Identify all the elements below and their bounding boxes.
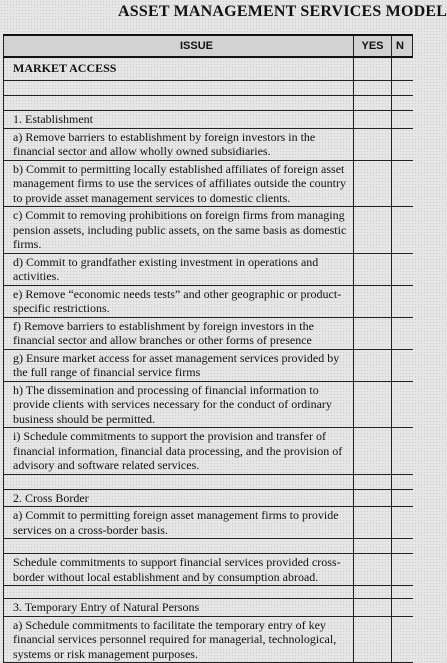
table-header <box>3 36 413 58</box>
yes-checkbox[interactable] <box>354 58 392 80</box>
yes-checkbox[interactable] <box>354 111 392 128</box>
issue-text: d) Commit to grandfather existing investment in operations and activities. <box>3 254 354 285</box>
issue-text: i) Schedule commitments to support the provision and transfer of financial information, financial data processing, and the provision of advisory and software related services. <box>3 428 354 474</box>
subsection-title: 2. Cross Border <box>3 490 354 507</box>
table-row <box>3 382 413 429</box>
table-row <box>3 507 413 539</box>
table-row <box>3 161 413 208</box>
no-checkbox[interactable] <box>392 207 413 253</box>
no-checkbox[interactable] <box>392 507 413 538</box>
yes-checkbox[interactable] <box>354 129 392 160</box>
yes-checkbox[interactable] <box>354 286 392 317</box>
yes-checkbox[interactable] <box>354 382 392 428</box>
no-checkbox[interactable] <box>392 382 413 428</box>
no-checkbox[interactable] <box>392 254 413 285</box>
no-checkbox[interactable] <box>392 58 413 80</box>
yes-checkbox[interactable] <box>354 599 392 616</box>
yes-checkbox[interactable] <box>354 617 392 663</box>
table-row <box>3 554 413 586</box>
no-checkbox[interactable] <box>392 318 413 349</box>
issue-text: a) Commit to permitting foreign asset management firms to provide services on a cross-border basis. <box>3 507 354 538</box>
table-row <box>3 350 413 382</box>
table-row <box>3 539 413 554</box>
no-checkbox[interactable] <box>392 617 413 663</box>
table-row <box>3 254 413 286</box>
table-row <box>3 475 413 490</box>
no-checkbox[interactable] <box>392 111 413 128</box>
table-row <box>3 111 413 129</box>
yes-column-header: YES <box>354 36 392 56</box>
no-checkbox[interactable] <box>392 286 413 317</box>
table-row <box>3 586 413 599</box>
subsection-title: 3. Temporary Entry of Natural Persons <box>3 599 354 616</box>
table-row <box>3 207 413 254</box>
table-row <box>3 599 413 617</box>
table-row <box>3 617 413 663</box>
yes-checkbox[interactable] <box>354 507 392 538</box>
table-row <box>3 428 413 475</box>
table-row <box>3 81 413 96</box>
yes-checkbox[interactable] <box>354 350 392 381</box>
no-checkbox[interactable] <box>392 129 413 160</box>
table-row <box>3 129 413 161</box>
issue-text: a) Remove barriers to establishment by foreign investors in the financial sector and allow wholly owned subsidiaries. <box>3 129 354 160</box>
subsection-title: 1. Establishment <box>3 111 354 128</box>
issue-text: g) Ensure market access for asset management services provided by the full range of financial service firms <box>3 350 354 381</box>
issue-text: h) The dissemination and processing of financial information to provide clients with services necessary for the conduct of ordinary business should be permitted. <box>3 382 354 428</box>
yes-checkbox[interactable] <box>354 254 392 285</box>
yes-checkbox[interactable] <box>354 318 392 349</box>
table-row <box>3 286 413 318</box>
issue-text: f) Remove barriers to establishment by foreign investors in the financial sector and allow branches or other forms of presence <box>3 318 354 349</box>
issue-text: b) Commit to permitting locally established affiliates of foreign asset management firms to use the services of affiliates outside the country to provide asset management services to domestic clients. <box>3 161 354 207</box>
no-checkbox[interactable] <box>392 490 413 507</box>
table-row <box>3 96 413 111</box>
table-row <box>3 490 413 508</box>
yes-checkbox[interactable] <box>354 207 392 253</box>
section-title: MARKET ACCESS <box>3 58 354 80</box>
no-checkbox[interactable] <box>392 350 413 381</box>
no-checkbox[interactable] <box>392 599 413 616</box>
issue-text: Schedule commitments to support financial services provided cross-border without local establishment and by consumption abroad. <box>3 554 354 585</box>
yes-checkbox[interactable] <box>354 428 392 474</box>
yes-checkbox[interactable] <box>354 490 392 507</box>
yes-checkbox[interactable] <box>354 161 392 207</box>
no-checkbox[interactable] <box>392 554 413 585</box>
issue-text: a) Schedule commitments to facilitate the temporary entry of key financial services personnel required for managerial, technological, systems or risk management purposes. <box>3 617 354 663</box>
no-column-header: N <box>392 36 413 56</box>
page-title: ASSET MANAGEMENT SERVICES MODEL <box>118 3 447 21</box>
yes-checkbox[interactable] <box>354 554 392 585</box>
no-checkbox[interactable] <box>392 161 413 207</box>
no-checkbox[interactable] <box>392 428 413 474</box>
issue-text: c) Commit to removing prohibitions on foreign firms from managing pension assets, including public assets, on the same basis as domestic firms. <box>3 207 354 253</box>
issue-text: e) Remove “economic needs tests” and other geographic or product-specific restrictions. <box>3 286 354 317</box>
issues-table <box>3 34 413 663</box>
table-row <box>3 318 413 350</box>
issue-column-header: ISSUE <box>3 36 354 56</box>
table-row <box>3 58 413 81</box>
